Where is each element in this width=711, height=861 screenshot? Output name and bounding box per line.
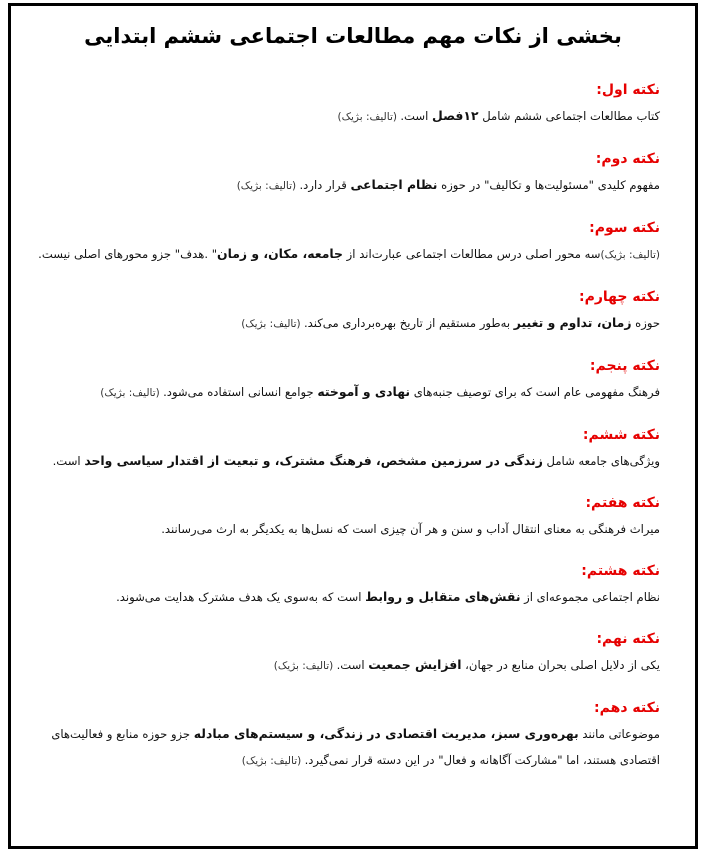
note-heading: نکته چهارم: xyxy=(579,289,660,305)
note-7 xyxy=(25,493,660,542)
note-heading: نکته پنجم: xyxy=(589,358,660,374)
note-4 xyxy=(25,287,660,337)
note-heading: نکته دوم: xyxy=(595,151,660,167)
author-citation: (تالیف: بژیک) xyxy=(100,387,164,399)
note-2 xyxy=(25,149,660,199)
note-body: حوزه زمان، تداوم و تغییر به‌طور مستقیم از تاریخ بهره‌برداری می‌کند. (تالیف: بژیک) xyxy=(241,315,660,330)
note-heading: نکته نهم: xyxy=(596,631,660,647)
notes-list xyxy=(25,80,660,793)
author-citation: (تالیف: بژیک) xyxy=(337,111,401,123)
note-8 xyxy=(25,561,660,610)
note-9 xyxy=(25,629,660,679)
author-citation: (تالیف: بژیک) xyxy=(241,318,304,330)
note-heading: نکته هفتم: xyxy=(585,495,660,511)
note-body: فرهنگ مفهومی عام است که برای توصیف جنبه‌های نهادی و آموخته جوامع انسانی استفاده می‌شود. (تالیف: بژیک) xyxy=(100,384,660,399)
note-body: مفهوم کلیدی "مسئولیت‌ها و تکالیف" در حوزه نظام اجتماعی قرار دارد. (تالیف: بژیک) xyxy=(236,177,660,192)
note-heading: نکته ششم: xyxy=(582,427,660,443)
note-1 xyxy=(25,80,660,130)
note-body: میراث فرهنگی به معنای انتقال آداب و سنن و هر آن چیزی است که نسل‌ها به یکدیگر به ارث می‌رسانند. xyxy=(161,522,660,536)
author-citation: (تالیف: بژیک) xyxy=(241,755,305,767)
note-heading: نکته هشتم: xyxy=(581,563,660,579)
note-body: کتاب مطالعات اجتماعی ششم شامل ۱۲فصل است. (تالیف: بژیک) xyxy=(337,108,660,123)
note-body: نظام اجتماعی مجموعه‌ای از نقش‌های متقابل و روابط است که به‌سوی یک هدف مشترک هدایت می‌شوند. xyxy=(116,589,660,604)
author-citation: (تالیف: بژیک) xyxy=(273,660,337,672)
note-10 xyxy=(25,698,660,774)
note-6 xyxy=(25,425,660,474)
note-5 xyxy=(25,356,660,406)
document-page xyxy=(8,3,698,849)
note-body: ویژگی‌های جامعه شامل زندگی در سرزمین مشخص، فرهنگ مشترک، و تبعیت از اقتدار سیاسی واحد است. xyxy=(52,453,660,468)
author-citation: (تالیف: بژیک) xyxy=(236,180,300,192)
note-body: یکی از دلایل اصلی بحران منابع در جهان، افزایش جمعیت است. (تالیف: بژیک) xyxy=(273,657,660,672)
page-title: بخشی از نکات مهم مطالعات اجتماعی ششم ابتدایی xyxy=(84,24,622,48)
note-heading: نکته دهم: xyxy=(594,700,660,716)
note-heading: نکته اول: xyxy=(596,82,660,98)
note-heading: نکته سوم: xyxy=(589,220,660,236)
author-citation: (تالیف: بژیک) xyxy=(600,249,660,261)
note-body: (تالیف: بژیک)سه محور اصلی درس مطالعات اجتماعی عبارت‌اند از جامعه، مکان، و زمان" .هدف" جزو محورهای اصلی نیست. xyxy=(38,246,660,261)
note-body: موضوعاتی مانند بهره‌وری سبز، مدیریت اقتصادی در زندگی، و سیستم‌های مبادله جزو حوزه منابع و فعالیت‌های اقتصادی هستند، اما "مشارکت آگاهانه و فعال" در این دسته قرار نمی‌گیرد. (تالیف: بژیک) xyxy=(51,726,660,767)
note-3 xyxy=(25,218,660,268)
